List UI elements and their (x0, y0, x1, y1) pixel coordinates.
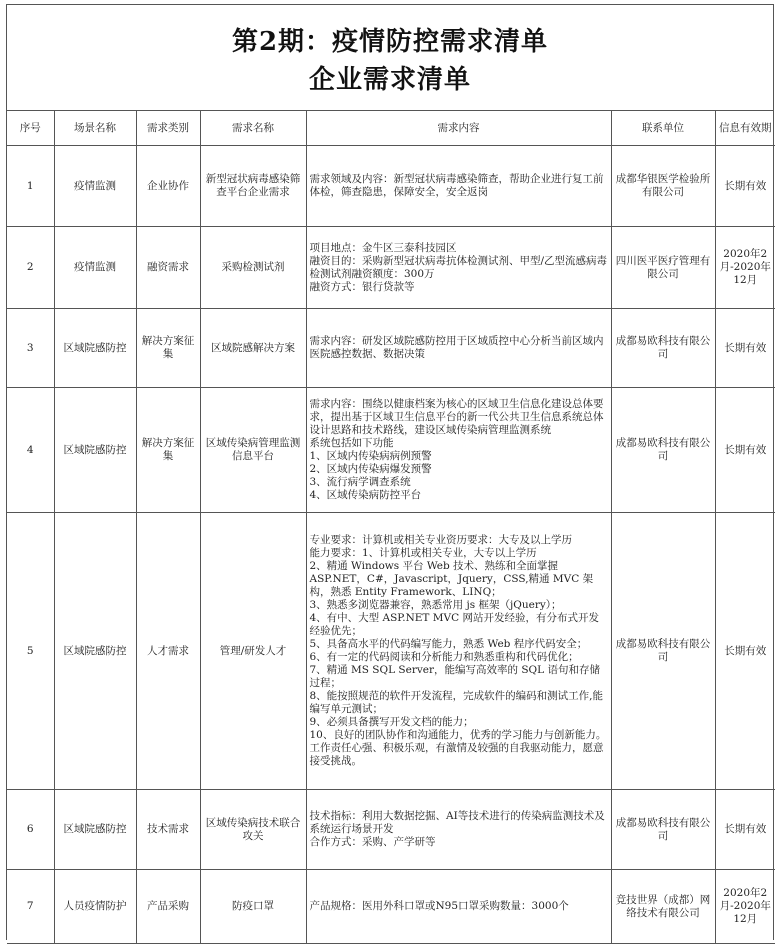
table-row (7, 146, 775, 227)
document-sheet (6, 4, 774, 940)
cell-category: 解决方案征集 (136, 388, 200, 513)
content-line: 能力要求：1、计算机或相关专业，大专以上学历 (309, 547, 537, 559)
title-block (7, 5, 773, 111)
content-line: 9、必须具备撰写开发文档的能力； (309, 716, 474, 728)
cell-category: 人才需求 (136, 513, 200, 790)
cell-name: 防疫口罩 (200, 870, 306, 944)
cell-validity: 长期有效 (715, 388, 775, 513)
table-row (7, 790, 775, 870)
cell-validity: 2020年2月-2020年12月 (715, 870, 775, 944)
content-line: 需求内容：围绕以健康档案为核心的区域卫生信息化建设总体要求，提出基于区域卫生信息平台的新一代公共卫生信息系统总体设计思路和技术路线，建设区域传染病管理监测系统 (309, 398, 604, 436)
content-line: 专业要求：计算机或相关专业资历要求：大专及以上学历 (309, 534, 572, 546)
content-line: 系统包括如下功能 (309, 437, 394, 449)
cell-unit: 竞技世界（成都）网络技术有限公司 (611, 870, 715, 944)
cell-content (306, 790, 611, 870)
cell-no: 2 (7, 227, 54, 309)
header-content: 需求内容 (306, 111, 611, 146)
header-scene: 场景名称 (54, 111, 136, 146)
content-line: 2、区域内传染病爆发预警 (309, 463, 432, 475)
cell-no: 1 (7, 146, 54, 227)
content-line: 需求内容：研发区域院感防控用于区域质控中心分析当前区域内医院感控数据、数据决策 (309, 335, 604, 360)
table-row (7, 309, 775, 388)
table-row (7, 227, 775, 309)
content-line: 4、区域传染病防控平台 (309, 489, 422, 501)
cell-scene: 疫情监测 (54, 146, 136, 227)
cell-scene: 区域院感防控 (54, 790, 136, 870)
content-line: 10、良好的团队协作和沟通能力，优秀的学习能力与创新能力。 (309, 729, 607, 741)
cell-scene: 人员疫情防护 (54, 870, 136, 944)
cell-name: 管理/研发人才 (200, 513, 306, 790)
cell-unit: 成都易欧科技有限公司 (611, 513, 715, 790)
content-line: 1、区域内传染病病例预警 (309, 450, 432, 462)
cell-validity: 长期有效 (715, 513, 775, 790)
cell-name: 区域传染病技术联合攻关 (200, 790, 306, 870)
cell-category: 融资需求 (136, 227, 200, 309)
content-line: 8、能按照规范的软件开发流程，完成软件的编码和测试工作,能编写单元测试； (309, 690, 604, 715)
table-row (7, 513, 775, 790)
content-line: 项目地点：金牛区三泰科技园区 (309, 241, 457, 254)
content-line: 融资方式：银行贷款等 (309, 280, 415, 293)
table-row (7, 870, 775, 944)
cell-no: 7 (7, 870, 54, 944)
header-name: 需求名称 (200, 111, 306, 146)
cell-content (306, 146, 611, 227)
cell-scene: 疫情监测 (54, 227, 136, 309)
content-line: 工作责任心强、积极乐观，有激情及较强的自我驱动能力，愿意接受挑战。 (309, 742, 604, 767)
content-line: 6、有一定的代码阅读和分析能力和熟悉重构和代码优化； (309, 651, 579, 663)
cell-category: 企业协作 (136, 146, 200, 227)
cell-content (306, 388, 611, 513)
cell-no: 3 (7, 309, 54, 388)
content-line: 产品规格：医用外科口罩或N95口罩采购数量：3000个 (309, 900, 569, 912)
cell-unit: 成都易欧科技有限公司 (611, 388, 715, 513)
cell-content (306, 513, 611, 790)
header-category: 需求类别 (136, 111, 200, 146)
cell-validity: 长期有效 (715, 146, 775, 227)
header-unit: 联系单位 (611, 111, 715, 146)
cell-category: 解决方案征集 (136, 309, 200, 388)
cell-no: 5 (7, 513, 54, 790)
header-row (7, 111, 775, 146)
content-line: 技术指标：利用大数据挖掘、AI等技术进行的传染病监测技术及系统运行场景开发 (309, 810, 605, 835)
demand-table (7, 111, 775, 944)
cell-unit: 成都易欧科技有限公司 (611, 309, 715, 388)
cell-no: 6 (7, 790, 54, 870)
table-row (7, 388, 775, 513)
cell-no: 4 (7, 388, 54, 513)
content-line: 7、精通 MS SQL Server，能编写高效率的 SQL 语句和存储过程； (309, 664, 600, 689)
content-line: 需求领域及内容：新型冠状病毒感染筛查，帮助企业进行复工前体检，筛查隐患，保障安全，安全返岗 (309, 173, 604, 198)
content-line: 3、熟悉多浏览器兼容，熟悉常用 js 框架（jQuery）； (309, 599, 562, 611)
document-title: 第2期：疫情防控需求清单 (231, 27, 549, 57)
cell-content (306, 309, 611, 388)
cell-validity: 长期有效 (715, 309, 775, 388)
content-line: 4、有中、大型 ASP.NET MVC 网站开发经验，有分布式开发经验优先； (309, 612, 599, 637)
cell-content (306, 870, 611, 944)
cell-name: 区域传染病管理监测信息平台 (200, 388, 306, 513)
header-no: 序号 (7, 111, 54, 146)
content-line: 2、精通 Windows 平台 Web 技术、熟练和全面掌握 ASP.NET，C#，Javascript，Jquery，CSS,精通 MVC 架构，熟悉 Entity Framework、LINQ； (309, 560, 594, 598)
cell-unit: 四川医平医疗管理有限公司 (611, 227, 715, 309)
cell-content (306, 227, 611, 309)
cell-validity: 长期有效 (715, 790, 775, 870)
content-line: 合作方式：采购、产学研等 (309, 836, 436, 848)
cell-unit: 成都华银医学检验所有限公司 (611, 146, 715, 227)
cell-name: 区域院感解决方案 (200, 309, 306, 388)
document-subtitle: 企业需求清单 (308, 65, 471, 95)
cell-name: 采购检测试剂 (200, 227, 306, 309)
content-line: 5、具备高水平的代码编写能力，熟悉 Web 程序代码安全； (309, 638, 588, 650)
cell-scene: 区域院感防控 (54, 513, 136, 790)
cell-scene: 区域院感防控 (54, 309, 136, 388)
cell-name: 新型冠状病毒感染筛查平台企业需求 (200, 146, 306, 227)
cell-validity: 2020年2月-2020年12月 (715, 227, 775, 309)
cell-unit: 成都易欧科技有限公司 (611, 790, 715, 870)
header-validity: 信息有效期 (715, 111, 775, 146)
content-line: 融资目的：采购新型冠状病毒抗体检测试剂、甲型/乙型流感病毒检测试剂融资额度：300万 (309, 254, 608, 280)
cell-category: 产品采购 (136, 870, 200, 944)
cell-category: 技术需求 (136, 790, 200, 870)
content-line: 3、流行病学调查系统 (309, 476, 411, 488)
cell-scene: 区域院感防控 (54, 388, 136, 513)
